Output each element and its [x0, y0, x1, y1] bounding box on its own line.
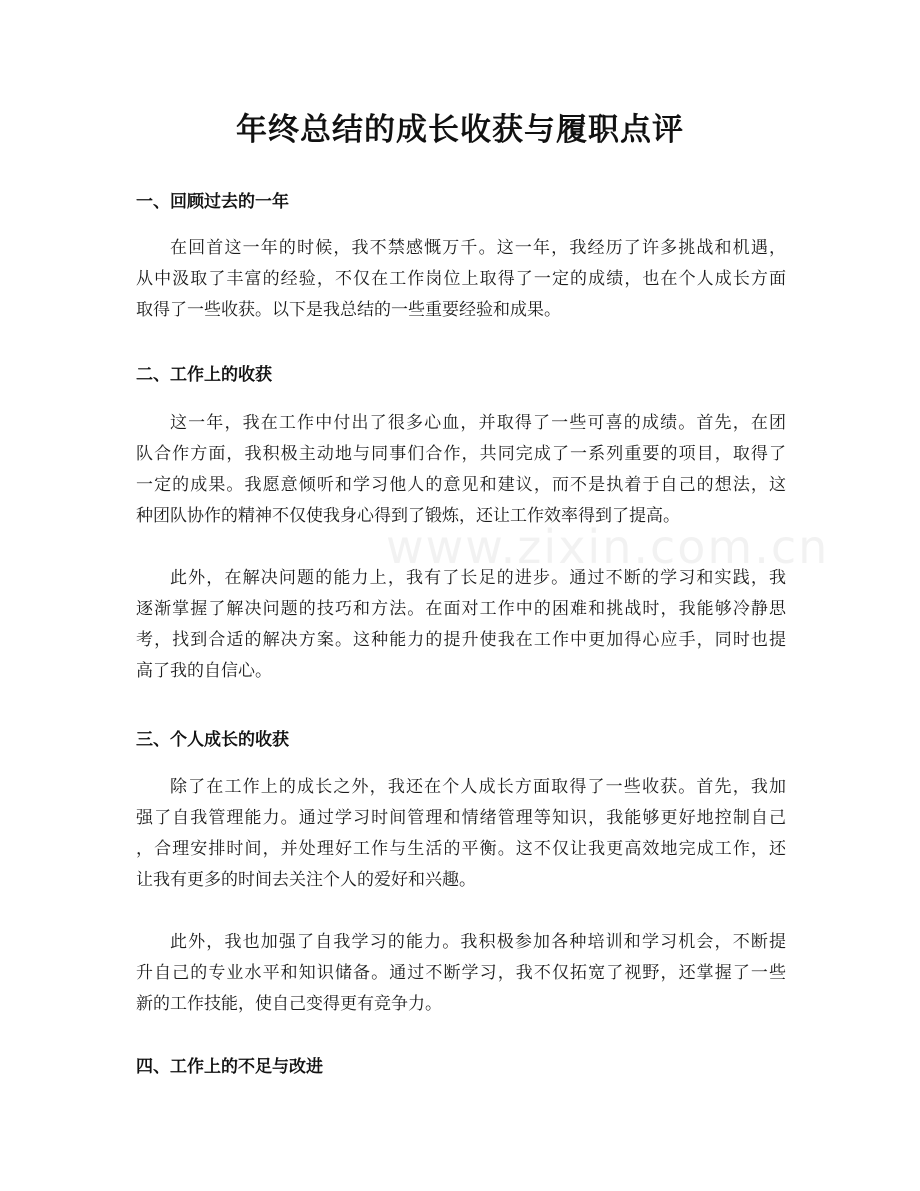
paragraph-line: 队合作方面，我积极主动地与同事们合作，共同完成了一系列重要的项目，取得了	[136, 444, 786, 464]
paragraph-line: 逐渐掌握了解决问题的技巧和方法。在面对工作中的困难和挑战时，我能够冷静思	[136, 599, 786, 619]
paragraph-problem-solving	[136, 563, 786, 687]
paragraph-line: ，合理安排时间，并处理好工作与生活的平衡。这不仅让我更高效地完成工作，还	[136, 839, 786, 859]
paragraph-line: 一定的成果。我愿意倾听和学习他人的意见和建议，而不是执着于自己的想法，这	[136, 475, 786, 495]
paragraph-line: 升自己的专业水平和知识储备。通过不断学习，我不仅拓宽了视野，还掌握了一些	[136, 963, 786, 983]
paragraph-line: 强了自我管理能力。通过学习时间管理和情绪管理等知识，我能够更好地控制自己	[136, 808, 786, 828]
paragraph-line: 新的工作技能，使自己变得更有竞争力。	[136, 994, 442, 1014]
paragraph-self-management	[136, 772, 786, 896]
paragraph-line: 取得了一些收获。以下是我总结的一些重要经验和成果。	[136, 300, 561, 320]
section-heading-work-gains: 二、工作上的收获	[136, 365, 272, 385]
paragraph-teamwork	[136, 408, 786, 532]
section-heading-review: 一、回顾过去的一年	[136, 192, 289, 212]
section-heading-shortcomings: 四、工作上的不足与改进	[136, 1057, 323, 1077]
paragraph-line: 这一年，我在工作中付出了很多心血，并取得了一些可喜的成绩。首先，在团	[170, 413, 786, 433]
paragraph-line: 高了我的自信心。	[136, 661, 272, 681]
paragraph-line: 从中汲取了丰富的经验，不仅在工作岗位上取得了一定的成绩，也在个人成长方面	[136, 269, 786, 289]
section-heading-personal-growth: 三、个人成长的收获	[136, 730, 289, 750]
paragraph-line: 在回首这一年的时候，我不禁感慨万千。这一年，我经历了许多挑战和机遇，	[170, 238, 786, 258]
paragraph-line: 考，找到合适的解决方案。这种能力的提升使我在工作中更加得心应手，同时也提	[136, 630, 786, 650]
paragraph-review	[136, 233, 786, 326]
paragraph-line: 种团队协作的精神不仅使我身心得到了锻炼，还让工作效率得到了提高。	[136, 506, 680, 526]
paragraph-self-learning	[136, 927, 786, 1020]
paragraph-line: 此外，在解决问题的能力上，我有了长足的进步。通过不断的学习和实践，我	[170, 568, 786, 588]
watermark: www.zixin.com.cn	[386, 520, 830, 574]
paragraph-line: 除了在工作上的成长之外，我还在个人成长方面取得了一些收获。首先，我加	[170, 777, 786, 797]
paragraph-line: 让我有更多的时间去关注个人的爱好和兴趣。	[136, 870, 476, 890]
paragraph-line: 此外，我也加强了自我学习的能力。我积极参加各种培训和学习机会，不断提	[170, 932, 786, 952]
document-title: 年终总结的成长收获与履职点评	[236, 112, 684, 148]
